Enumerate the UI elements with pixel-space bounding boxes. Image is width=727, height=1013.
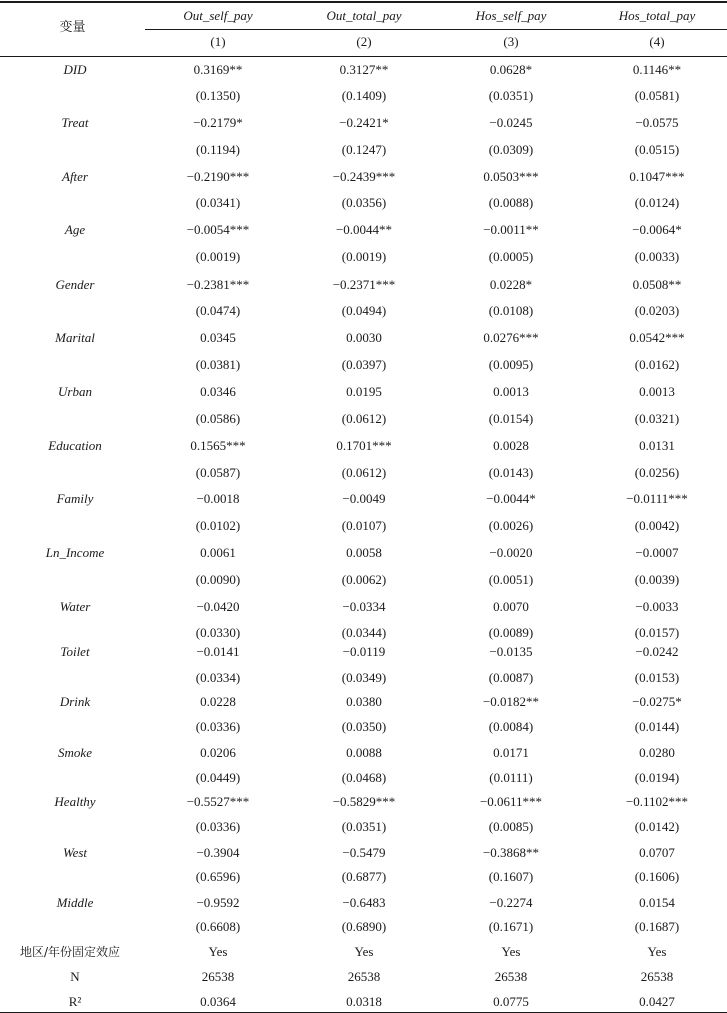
variable-name: Urban bbox=[58, 384, 92, 399]
standard-error-cell: (0.0321) bbox=[634, 411, 680, 426]
standard-error-cell: (0.0090) bbox=[195, 572, 241, 587]
standard-error-cell: (0.1409) bbox=[341, 88, 387, 103]
standard-error-cell: (0.6890) bbox=[341, 919, 387, 934]
standard-error-cell: (0.0194) bbox=[634, 770, 680, 785]
standard-error-cell: (0.0341) bbox=[195, 195, 241, 210]
variable-name: Toilet bbox=[60, 644, 90, 659]
standard-error-cell: (0.0153) bbox=[634, 670, 680, 685]
coefficient-cell: 0.3127** bbox=[339, 62, 389, 77]
standard-error-cell: (0.0309) bbox=[488, 142, 534, 157]
standard-error-cell: (0.0102) bbox=[195, 518, 241, 533]
standard-error-cell: (0.1607) bbox=[488, 869, 534, 884]
coefficient-cell: 0.0346 bbox=[200, 384, 236, 399]
coefficient-cell: −0.5479 bbox=[342, 845, 386, 860]
footer-cell: 26538 bbox=[494, 969, 528, 984]
standard-error-cell: (0.0334) bbox=[195, 670, 241, 685]
standard-error-cell: (0.0336) bbox=[195, 719, 241, 734]
coefficient-cell: −0.0007 bbox=[635, 545, 679, 560]
coefficient-cell: 0.1565*** bbox=[190, 438, 246, 453]
coefficient-cell: −0.0064* bbox=[632, 222, 682, 237]
coefficient-cell: 0.0228* bbox=[489, 277, 533, 292]
coefficient-cell: 0.0058 bbox=[346, 545, 382, 560]
standard-error-cell: (0.0085) bbox=[488, 819, 534, 834]
coefficient-cell: −0.0182** bbox=[482, 694, 540, 709]
standard-error-cell: (0.0587) bbox=[195, 465, 241, 480]
header-bottom-rule bbox=[0, 56, 727, 57]
variable-name: Middle bbox=[56, 895, 94, 910]
coefficient-cell: −0.0334 bbox=[342, 599, 386, 614]
standard-error-cell: (0.0124) bbox=[634, 195, 680, 210]
coefficient-cell: −0.0119 bbox=[342, 644, 386, 659]
standard-error-cell: (0.0612) bbox=[341, 411, 387, 426]
standard-error-cell: (0.0107) bbox=[341, 518, 387, 533]
coefficient-cell: −0.0054*** bbox=[186, 222, 250, 237]
coefficient-cell: 0.0508** bbox=[632, 277, 682, 292]
standard-error-cell: (0.0144) bbox=[634, 719, 680, 734]
coefficient-cell: −0.2274 bbox=[489, 895, 533, 910]
coefficient-cell: 0.0030 bbox=[346, 330, 382, 345]
variable-name: West bbox=[62, 845, 88, 860]
standard-error-cell: (0.0026) bbox=[488, 518, 534, 533]
coefficient-cell: 0.0013 bbox=[493, 384, 529, 399]
standard-error-cell: (0.1687) bbox=[634, 919, 680, 934]
standard-error-cell: (0.0356) bbox=[341, 195, 387, 210]
coefficient-cell: 0.0131 bbox=[639, 438, 675, 453]
variable-name: Education bbox=[48, 438, 102, 453]
coefficient-cell: 0.1047*** bbox=[629, 169, 685, 184]
standard-error-cell: (0.0143) bbox=[488, 465, 534, 480]
coefficient-cell: −0.5527*** bbox=[186, 794, 250, 809]
table-top-rule bbox=[0, 1, 727, 3]
variable-header: 变量 bbox=[59, 20, 86, 35]
standard-error-cell: (0.0397) bbox=[341, 357, 387, 372]
standard-error-cell: (0.0088) bbox=[488, 195, 534, 210]
standard-error-cell: (0.0089) bbox=[488, 625, 534, 640]
standard-error-cell: (0.0019) bbox=[195, 249, 241, 264]
coefficient-cell: −0.0275* bbox=[632, 694, 682, 709]
column-header-name: Hos_total_pay bbox=[618, 8, 696, 23]
footer-cell: Yes bbox=[501, 944, 521, 959]
column-header-name: Out_self_pay bbox=[183, 8, 253, 23]
variable-name: Family bbox=[56, 491, 94, 506]
standard-error-cell: (0.0330) bbox=[195, 625, 241, 640]
variable-name: Age bbox=[64, 222, 86, 237]
variable-name: Water bbox=[59, 599, 91, 614]
variable-name: Marital bbox=[55, 330, 95, 345]
standard-error-cell: (0.0157) bbox=[634, 625, 680, 640]
standard-error-cell: (0.6608) bbox=[195, 919, 241, 934]
standard-error-cell: (0.0344) bbox=[341, 625, 387, 640]
standard-error-cell: (0.0019) bbox=[341, 249, 387, 264]
coefficient-cell: −0.0575 bbox=[635, 115, 679, 130]
standard-error-cell: (0.0087) bbox=[488, 670, 534, 685]
variable-name: Healthy bbox=[54, 794, 96, 809]
coefficient-cell: −0.2190*** bbox=[186, 169, 250, 184]
coefficient-cell: −0.3904 bbox=[196, 845, 240, 860]
standard-error-cell: (0.0494) bbox=[341, 303, 387, 318]
variable-name: Ln_Income bbox=[45, 545, 105, 560]
footer-cell: 26538 bbox=[347, 969, 381, 984]
coefficient-cell: −0.2371*** bbox=[332, 277, 396, 292]
coefficient-cell: 0.3169** bbox=[193, 62, 243, 77]
footer-cell: Yes bbox=[354, 944, 374, 959]
standard-error-cell: (0.1194) bbox=[196, 142, 240, 157]
coefficient-cell: 0.0195 bbox=[346, 384, 382, 399]
coefficient-cell: −0.2439*** bbox=[332, 169, 396, 184]
coefficient-cell: −0.0011** bbox=[483, 222, 539, 237]
coefficient-cell: −0.0049 bbox=[342, 491, 386, 506]
standard-error-cell: (0.0468) bbox=[341, 770, 387, 785]
standard-error-cell: (0.0033) bbox=[634, 249, 680, 264]
standard-error-cell: (0.0051) bbox=[488, 572, 534, 587]
coefficient-cell: −0.0111*** bbox=[626, 491, 688, 506]
column-header-number: (2) bbox=[356, 34, 372, 49]
standard-error-cell: (0.0350) bbox=[341, 719, 387, 734]
standard-error-cell: (0.0586) bbox=[195, 411, 241, 426]
standard-error-cell: (0.6596) bbox=[195, 869, 241, 884]
coefficient-cell: −0.0018 bbox=[196, 491, 240, 506]
standard-error-cell: (0.0515) bbox=[634, 142, 680, 157]
coefficient-cell: −0.9592 bbox=[196, 895, 240, 910]
standard-error-cell: (0.1671) bbox=[488, 919, 534, 934]
coefficient-cell: 0.0228 bbox=[200, 694, 236, 709]
coefficient-cell: 0.0088 bbox=[346, 745, 382, 760]
variable-name: DID bbox=[63, 62, 87, 77]
coefficient-cell: −0.0044** bbox=[335, 222, 393, 237]
standard-error-cell: (0.0154) bbox=[488, 411, 534, 426]
variable-name: Gender bbox=[55, 277, 95, 292]
footer-cell: 0.0364 bbox=[200, 994, 236, 1009]
coefficient-cell: −0.0044* bbox=[486, 491, 536, 506]
coefficient-cell: −0.0141 bbox=[196, 644, 240, 659]
coefficient-cell: 0.0707 bbox=[639, 845, 675, 860]
standard-error-cell: (0.0336) bbox=[195, 819, 241, 834]
coefficient-cell: −0.6483 bbox=[342, 895, 386, 910]
column-header-number: (4) bbox=[649, 34, 665, 49]
standard-error-cell: (0.0005) bbox=[488, 249, 534, 264]
footer-cell: 26538 bbox=[640, 969, 674, 984]
coefficient-cell: −0.0420 bbox=[196, 599, 240, 614]
coefficient-cell: −0.2421* bbox=[339, 115, 389, 130]
footer-cell: Yes bbox=[647, 944, 667, 959]
coefficient-cell: 0.0345 bbox=[200, 330, 236, 345]
variable-name: Treat bbox=[61, 115, 89, 130]
coefficient-cell: 0.0154 bbox=[639, 895, 675, 910]
footer-cell: Yes bbox=[208, 944, 228, 959]
standard-error-cell: (0.0042) bbox=[634, 518, 680, 533]
standard-error-cell: (0.0084) bbox=[488, 719, 534, 734]
standard-error-cell: (0.0449) bbox=[195, 770, 241, 785]
coefficient-cell: 0.0280 bbox=[639, 745, 675, 760]
footer-cell: 0.0427 bbox=[639, 994, 675, 1009]
standard-error-cell: (0.0351) bbox=[341, 819, 387, 834]
coefficient-cell: 0.0542*** bbox=[629, 330, 685, 345]
standard-error-cell: (0.0039) bbox=[634, 572, 680, 587]
coefficient-cell: 0.1701*** bbox=[336, 438, 392, 453]
standard-error-cell: (0.0162) bbox=[634, 357, 680, 372]
standard-error-cell: (0.0349) bbox=[341, 670, 387, 685]
standard-error-cell: (0.0581) bbox=[634, 88, 680, 103]
coefficient-cell: 0.0380 bbox=[346, 694, 382, 709]
variable-name: Drink bbox=[59, 694, 91, 709]
standard-error-cell: (0.0203) bbox=[634, 303, 680, 318]
standard-error-cell: (0.0351) bbox=[488, 88, 534, 103]
standard-error-cell: (0.0381) bbox=[195, 357, 241, 372]
footer-cell: 0.0775 bbox=[493, 994, 529, 1009]
standard-error-cell: (0.0474) bbox=[195, 303, 241, 318]
coefficient-cell: 0.0061 bbox=[200, 545, 236, 560]
column-header-number: (3) bbox=[503, 34, 519, 49]
standard-error-cell: (0.0062) bbox=[341, 572, 387, 587]
standard-error-cell: (0.1606) bbox=[634, 869, 680, 884]
coefficient-cell: 0.0503*** bbox=[483, 169, 539, 184]
column-header-name: Out_total_pay bbox=[326, 8, 402, 23]
coefficient-cell: 0.0628* bbox=[489, 62, 533, 77]
coefficient-cell: −0.0033 bbox=[635, 599, 679, 614]
standard-error-cell: (0.1350) bbox=[195, 88, 241, 103]
standard-error-cell: (0.0111) bbox=[489, 770, 533, 785]
coefficient-cell: −0.0242 bbox=[635, 644, 679, 659]
coefficient-cell: −0.5829*** bbox=[332, 794, 396, 809]
coefficient-cell: 0.0013 bbox=[639, 384, 675, 399]
footer-row-label: R² bbox=[68, 994, 82, 1009]
coefficient-cell: −0.2381*** bbox=[186, 277, 250, 292]
coefficient-cell: −0.1102*** bbox=[625, 794, 689, 809]
column-header-name: Hos_self_pay bbox=[475, 8, 547, 23]
coefficient-cell: −0.0611*** bbox=[479, 794, 543, 809]
variable-name: Smoke bbox=[58, 745, 92, 760]
coefficient-cell: −0.0245 bbox=[489, 115, 533, 130]
coefficient-cell: 0.0206 bbox=[200, 745, 236, 760]
coefficient-cell: 0.1146** bbox=[632, 62, 682, 77]
standard-error-cell: (0.0095) bbox=[488, 357, 534, 372]
standard-error-cell: (0.6877) bbox=[341, 869, 387, 884]
standard-error-cell: (0.0256) bbox=[634, 465, 680, 480]
header-mid-rule bbox=[145, 29, 727, 30]
column-header-number: (1) bbox=[210, 34, 226, 49]
standard-error-cell: (0.0612) bbox=[341, 465, 387, 480]
footer-cell: 0.0318 bbox=[346, 994, 382, 1009]
coefficient-cell: −0.0135 bbox=[489, 644, 533, 659]
coefficient-cell: 0.0171 bbox=[493, 745, 529, 760]
coefficient-cell: −0.0020 bbox=[489, 545, 533, 560]
variable-name: After bbox=[62, 169, 88, 184]
coefficient-cell: 0.0070 bbox=[493, 599, 529, 614]
standard-error-cell: (0.0108) bbox=[488, 303, 534, 318]
footer-cell: 26538 bbox=[201, 969, 235, 984]
coefficient-cell: 0.0276*** bbox=[483, 330, 539, 345]
standard-error-cell: (0.1247) bbox=[341, 142, 387, 157]
coefficient-cell: −0.3868** bbox=[482, 845, 540, 860]
coefficient-cell: 0.0028 bbox=[493, 438, 529, 453]
footer-row-label: 地区/年份固定效应 bbox=[19, 945, 121, 959]
coefficient-cell: −0.2179* bbox=[193, 115, 243, 130]
standard-error-cell: (0.0142) bbox=[634, 819, 680, 834]
footer-row-label: N bbox=[70, 969, 80, 984]
